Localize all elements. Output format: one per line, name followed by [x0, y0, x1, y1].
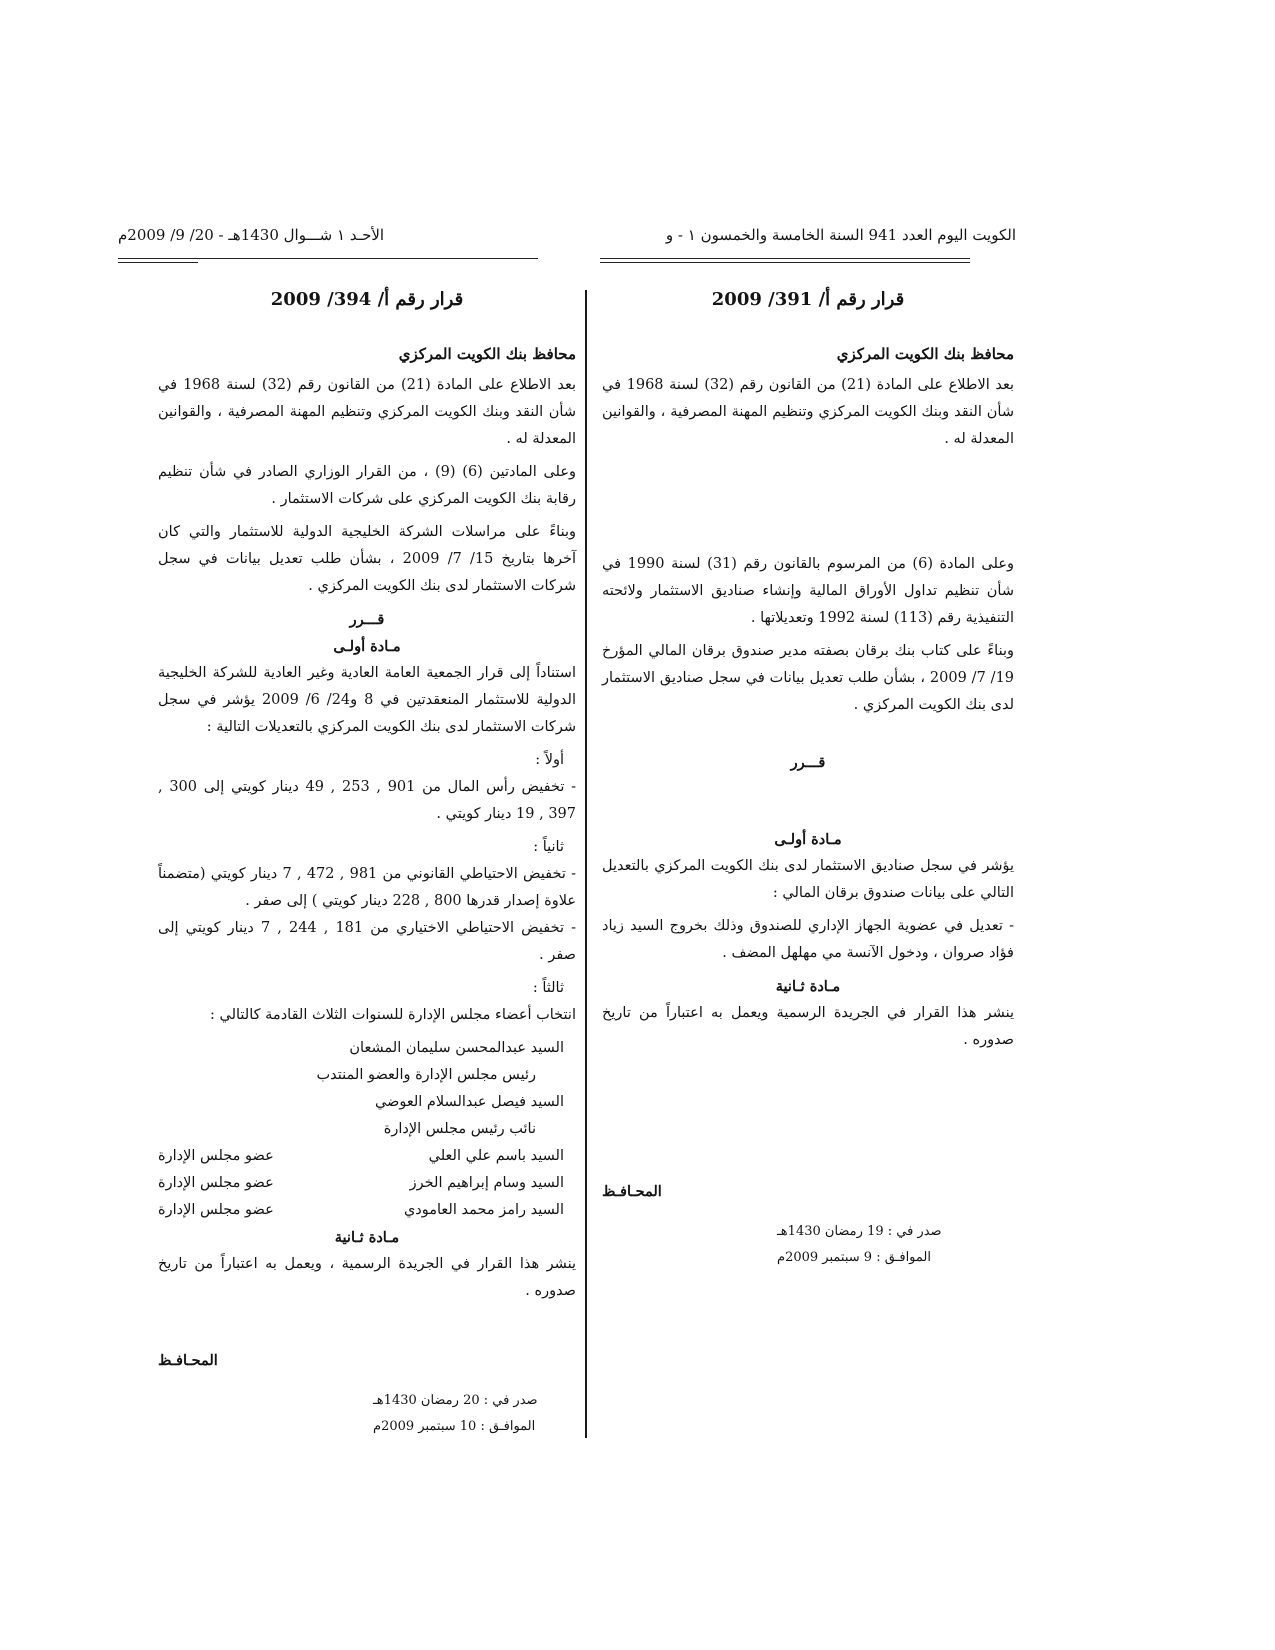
issued-date: صدر في : 20 رمضان 1430هـ [373, 1393, 538, 1408]
issuing-authority: محافظ بنك الكويت المركزي [398, 345, 576, 363]
spacer [602, 1060, 1014, 1178]
board-member-role: عضو مجلس الإدارة [158, 1202, 274, 1218]
spacer [602, 459, 1014, 551]
decision-394 [158, 286, 576, 1440]
signature: المحـافـظ [602, 1183, 662, 1200]
corresponding-date: الموافـق : 9 سبتمبر 2009م [777, 1250, 931, 1265]
article-heading: مـادة أولـى [774, 831, 842, 848]
issued-date: صدر في : 19 رمضان 1430هـ [777, 1224, 942, 1239]
subsection-label: ثانياً : [533, 839, 564, 855]
board-member-row [158, 1170, 576, 1197]
board-member-role: عضو مجلس الإدارة [158, 1148, 274, 1164]
page-header [118, 226, 1016, 256]
board-member-row [158, 1197, 576, 1224]
subsection-label: ثالثاً : [532, 980, 564, 996]
preamble-paragraph: وبناءً على كتاب بنك برقان بصفته مدير صندوق برقان المالي المؤرخ 19/ 7/ 2009 ، بشأن طلب تعديل بيانات في سجل صناديق الاستثمار لدى بنك الكويت المركزي . [602, 643, 1015, 713]
issuing-authority: محافظ بنك الكويت المركزي [836, 345, 1014, 363]
board-member-role: عضو مجلس الإدارة [158, 1175, 274, 1191]
header-publication-info: الكويت اليوم العدد 941 السنة الخامسة والخمسون ١ - و [665, 226, 1016, 244]
spacer [602, 725, 1014, 749]
preamble-paragraph: وعلى المادة (6) من المرسوم بالقانون رقم (31) لسنة 1990 في شأن تنظيم تداول الأوراق المالية وإنشاء صناديق الاستثمار ولائحته التنفيذية رقم (113) لسنة 1992 وتعديلاتها . [602, 556, 1014, 626]
board-member-name: السيد باسم علي العلي [428, 1148, 564, 1164]
preamble-paragraph: وعلى المادتين (6) (9) ، من القرار الوزاري الصادر في شأن تنظيم رقابة بنك الكويت المركزي على شركات الاستثمار . [158, 464, 576, 507]
board-member-role: رئيس مجلس الإدارة والعضو المنتدب [316, 1067, 536, 1083]
article-text: ينشر هذا القرار في الجريدة الرسمية ، ويعمل به اعتباراً من تاريخ صدوره . [158, 1256, 576, 1299]
article-text: يؤشر في سجل صناديق الاستثمار لدى بنك الكويت المركزي بالتعديل التالي على بيانات صندوق برقان المالي : [602, 858, 1014, 901]
header-rule-left-2 [118, 262, 198, 263]
preamble-paragraph: بعد الاطلاع على المادة (21) من القانون رقم (32) لسنة 1968 في شأن النقد وبنك الكويت المركزي وتنظيم المهنة المصرفية ، والقوانين المعدلة له . [158, 377, 576, 447]
preamble-paragraph: بعد الاطلاع على المادة (21) من القانون رقم (32) لسنة 1968 في شأن النقد وبنك الكويت المركزي وتنظيم المهنة المصرفية ، والقوانين المعدلة له . [602, 377, 1015, 447]
spacer [602, 776, 1014, 826]
decided-heading: قـــرر [790, 754, 826, 771]
article-heading: مـادة ثـانية [334, 1229, 400, 1246]
board-member-role: نائب رئيس مجلس الإدارة [383, 1121, 536, 1137]
header-rule-right-2 [600, 262, 970, 263]
header-rule-left [118, 258, 538, 259]
decision-title: قرار رقم أ/ 394/ 2009 [270, 289, 464, 310]
subsection-text: انتخاب أعضاء مجلس الإدارة للسنوات الثلاث القادمة كالتالي : [210, 1007, 576, 1023]
board-member-name: السيد رامز محمد العامودي [403, 1202, 564, 1218]
decided-heading: قـــرر [349, 611, 385, 628]
decision-title: قرار رقم أ/ 391/ 2009 [711, 289, 905, 310]
subsection-item: - تخفيض رأس المال من 901 , 253 , 49 دينار كويتي إلى 300 , 397 , 19 دينار كويتي . [158, 779, 576, 822]
preamble-paragraph: وبناءً على مراسلات الشركة الخليجية الدولية للاستثمار والتي كان آخرها بتاريخ 15/ 7/ 2009 ، بشأن طلب تعديل بيانات في سجل شركات الاستثمار لدى بنك الكويت المركزي . [158, 524, 576, 594]
subsection-item: - تخفيض الاحتياطي القانوني من 981 , 472 , 7 دينار كويتي (متضمناً علاوة إصدار قدرها 800 , 228 دينار كويتي ) إلى صفر . [158, 866, 577, 909]
article-heading: مـادة أولـى [333, 638, 401, 655]
decision-391 [602, 286, 1014, 1271]
article-heading: مـادة ثـانية [775, 978, 841, 995]
header-rule-right [600, 258, 970, 259]
header-date: الأحـد ١ شـــوال 1430هـ - 20/ 9/ 2009م [118, 226, 385, 244]
article-text: ينشر هذا القرار في الجريدة الرسمية ويعمل به اعتباراً من تاريخ صدوره . [602, 1005, 1014, 1048]
spacer [158, 1311, 576, 1347]
board-member-name: السيد فيصل عبدالسلام العوضي [374, 1094, 564, 1110]
board-member-name: السيد عبدالمحسن سليمان المشعان [349, 1040, 564, 1056]
corresponding-date: الموافـق : 10 سبتمبر 2009م [373, 1419, 536, 1434]
board-member-row [158, 1143, 576, 1170]
signature: المحـافـظ [158, 1352, 218, 1369]
subsection-item: - تخفيض الاحتياطي الاختياري من 181 , 244 , 7 دينار كويتي إلى صفر . [158, 920, 576, 963]
board-member-name: السيد وسام إبراهيم الخرز [409, 1175, 564, 1191]
column-divider [585, 290, 587, 1438]
article-text: استناداً إلى قرار الجمعية العامة العادية وغير العادية للشركة الخليجية الدولية للاستثمار المنعقدتين في 8 و24/ 6/ 2009 يؤشر في سجل شركات الاستثمار لدى بنك الكويت المركزي بالتعديلات التالية : [158, 665, 576, 735]
article-item: - تعديل في عضوية الجهاز الإداري للصندوق وذلك بخروج السيد زياد فؤاد صروان ، ودخول الآنسة مي مهلهل المضف . [602, 918, 1014, 961]
subsection-label: أولاً : [535, 752, 564, 768]
